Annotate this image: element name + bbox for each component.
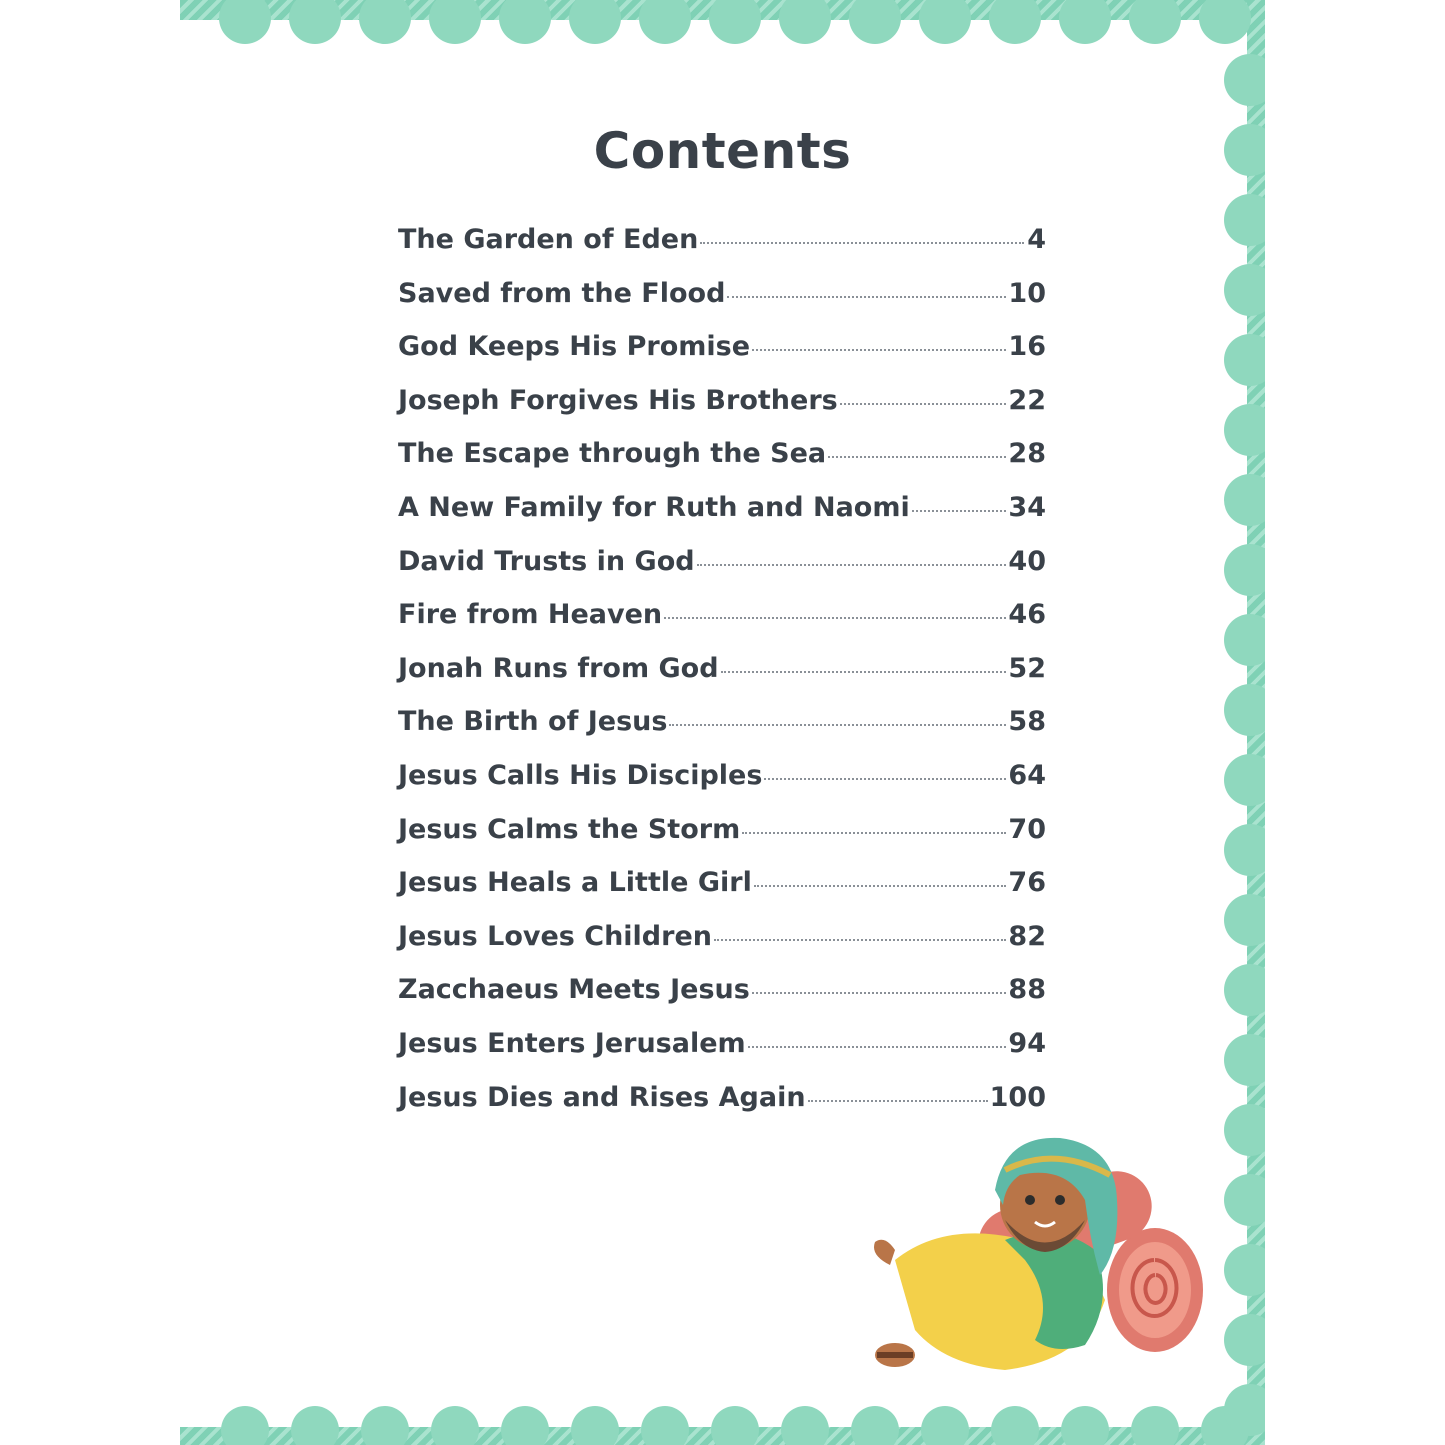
scallop	[1224, 544, 1265, 596]
toc-entry-title: Jesus Enters Jerusalem	[398, 1027, 746, 1059]
dot-leader	[721, 671, 1007, 673]
toc-entry-title: The Garden of Eden	[398, 224, 699, 255]
scallop	[1199, 0, 1251, 44]
toc-entry[interactable]	[398, 599, 1046, 653]
toc-entry-page: 82	[1008, 920, 1046, 952]
toc-entry-title: Jonah Runs from God	[398, 652, 719, 684]
scallop	[361, 1406, 409, 1445]
book-page	[180, 0, 1265, 1445]
toc-entry-title: Zacchaeus Meets Jesus	[398, 974, 750, 1006]
toc-entry-page: 64	[1008, 759, 1046, 791]
scallop	[571, 1406, 619, 1445]
toc-entry-page: 52	[1008, 652, 1046, 684]
dot-leader	[714, 939, 1006, 941]
scallop	[1224, 404, 1265, 456]
toc-entry[interactable]	[398, 546, 1046, 600]
toc-entry-page: 28	[1008, 438, 1046, 470]
page-title: Contents	[593, 122, 852, 180]
toc-entry-title: God Keeps His Promise	[398, 331, 751, 363]
scallop	[711, 1406, 759, 1445]
scallop	[359, 0, 411, 44]
toc-entry[interactable]	[398, 492, 1046, 546]
toc-entry-page: 4	[1027, 224, 1046, 255]
scallop	[1224, 754, 1265, 806]
toc-entry-page: 76	[1008, 867, 1046, 899]
scallop	[1224, 964, 1265, 1016]
toc-entry[interactable]	[398, 224, 1046, 278]
scallop	[1224, 1314, 1265, 1366]
scallop	[1129, 0, 1181, 44]
dot-leader	[808, 1100, 988, 1102]
dot-leader	[840, 403, 1007, 405]
scallop	[989, 0, 1041, 44]
scallop	[221, 1406, 269, 1445]
dot-leader	[697, 564, 1007, 566]
toc-entry-page: 46	[1008, 599, 1046, 631]
scallop	[1224, 1034, 1265, 1086]
toc-entry[interactable]	[398, 278, 1046, 332]
scallop	[219, 0, 271, 44]
toc-entry-title: David Trusts in God	[398, 545, 695, 577]
toc-entry-title: Saved from the Flood	[398, 277, 726, 309]
toc-entry[interactable]	[398, 706, 1046, 760]
scallop	[501, 1406, 549, 1445]
toc-entry[interactable]	[398, 331, 1046, 385]
toc-entry-title: Jesus Loves Children	[398, 920, 712, 952]
scallop	[1224, 54, 1265, 106]
dot-leader	[669, 724, 1006, 726]
scallop	[639, 0, 691, 44]
dot-leader	[664, 617, 1006, 619]
scallop	[429, 0, 481, 44]
scallop	[779, 0, 831, 44]
scallop	[921, 1406, 969, 1445]
toc-entry[interactable]	[398, 1028, 1046, 1082]
toc-entry-title: The Birth of Jesus	[398, 706, 668, 738]
dot-leader	[912, 510, 1007, 512]
dot-leader	[748, 1046, 1007, 1048]
toc-entry-page: 100	[989, 1081, 1046, 1113]
scallop	[851, 1406, 899, 1445]
dot-leader	[742, 832, 1006, 834]
toc-entry[interactable]	[398, 814, 1046, 868]
toc-entry-page: 16	[1008, 331, 1046, 363]
scallop	[1224, 194, 1265, 246]
scallop	[641, 1406, 689, 1445]
dot-leader	[752, 349, 1006, 351]
toc-entry[interactable]	[398, 385, 1046, 439]
toc-entry[interactable]	[398, 867, 1046, 921]
toc-entry-page: 34	[1008, 491, 1046, 523]
scallop	[1224, 474, 1265, 526]
toc-entry-page: 88	[1008, 974, 1046, 1006]
scallop	[1224, 1244, 1265, 1296]
toc-entry[interactable]	[398, 1082, 1046, 1136]
scallop	[1224, 684, 1265, 736]
scallop	[289, 0, 341, 44]
toc-entry-page: 58	[1008, 706, 1046, 738]
resting-man-illustration	[855, 1130, 1225, 1390]
toc-entry-title: Joseph Forgives His Brothers	[398, 384, 838, 416]
scallop	[1131, 1406, 1179, 1445]
toc-entry-page: 70	[1008, 813, 1046, 845]
scallop	[1224, 614, 1265, 666]
toc-entry[interactable]	[398, 921, 1046, 975]
scallop	[849, 0, 901, 44]
scallop	[1224, 824, 1265, 876]
toc-entry-title: Jesus Heals a Little Girl	[398, 867, 752, 899]
toc-entry-page: 22	[1008, 384, 1046, 416]
scallop	[431, 1406, 479, 1445]
scallop	[569, 0, 621, 44]
scallop	[709, 0, 761, 44]
scallop	[1224, 264, 1265, 316]
dot-leader	[754, 885, 1007, 887]
scallop	[1224, 894, 1265, 946]
toc-entry-title: Jesus Calms the Storm	[398, 813, 741, 845]
dot-leader	[700, 242, 1024, 244]
toc-entry-title: Jesus Dies and Rises Again	[398, 1081, 806, 1113]
toc-entry-title: Fire from Heaven	[398, 599, 663, 631]
toc-entry[interactable]	[398, 974, 1046, 1028]
dot-leader	[752, 992, 1007, 994]
dot-leader	[764, 778, 1006, 780]
toc-entry-title: The Escape through the Sea	[398, 438, 827, 470]
toc-entry-title: A New Family for Ruth and Naomi	[398, 491, 910, 523]
scallop	[1224, 1104, 1265, 1156]
scallop	[1061, 1406, 1109, 1445]
scallop	[991, 1406, 1039, 1445]
dot-leader	[727, 296, 1006, 298]
dot-leader	[828, 456, 1006, 458]
toc-entry[interactable]	[398, 653, 1046, 707]
scallop	[919, 0, 971, 44]
toc-entry[interactable]	[398, 760, 1046, 814]
toc-entry-page: 40	[1008, 545, 1046, 577]
toc-entry-page: 10	[1008, 277, 1046, 309]
scallop	[499, 0, 551, 44]
toc-entry[interactable]	[398, 438, 1046, 492]
toc-entry-page: 94	[1008, 1027, 1046, 1059]
table-of-contents	[398, 224, 1046, 1135]
scallop	[1059, 0, 1111, 44]
toc-entry-title: Jesus Calls His Disciples	[398, 759, 763, 791]
scallop	[1224, 334, 1265, 386]
scallop	[291, 1406, 339, 1445]
scallop	[1224, 1174, 1265, 1226]
scallop	[781, 1406, 829, 1445]
